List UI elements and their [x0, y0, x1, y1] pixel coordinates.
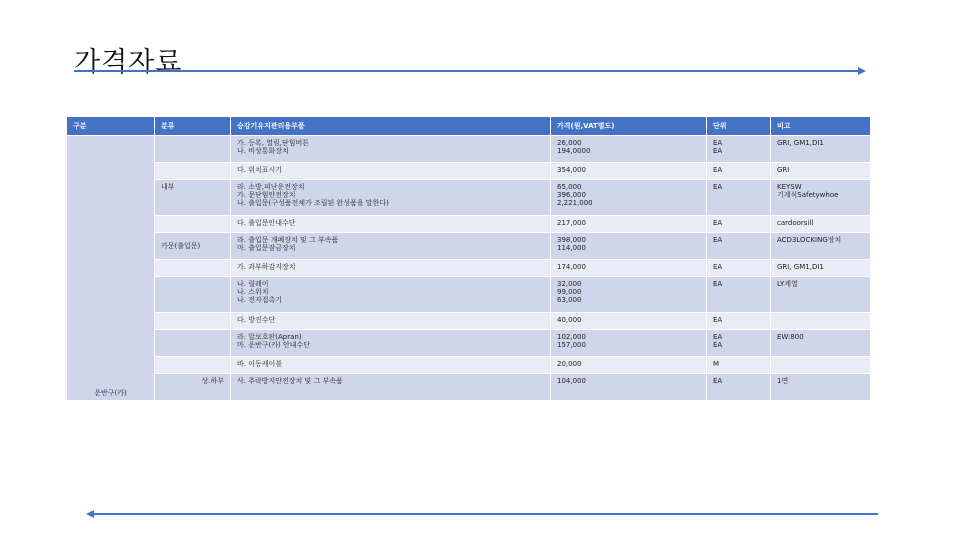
unit-cell	[707, 233, 771, 260]
price-cell-line: 114,000	[557, 244, 586, 252]
group-cell: 운반구(카)	[67, 136, 155, 401]
price-cell-line: 104,000	[557, 377, 586, 385]
table-row	[67, 357, 871, 374]
note-cell	[771, 216, 871, 233]
top-arrow	[74, 66, 866, 76]
note-cell	[771, 136, 871, 163]
price-cell-line: 398,000	[557, 236, 586, 244]
table-row	[67, 374, 871, 401]
category-cell	[155, 313, 231, 330]
note-cell-line: 1면	[777, 377, 789, 385]
unit-cell	[707, 277, 771, 313]
price-cell	[551, 260, 707, 277]
category-cell	[155, 216, 231, 233]
note-cell-line: GRI, GM1,DI1	[777, 139, 824, 147]
table-row	[67, 216, 871, 233]
category-cell	[155, 330, 231, 357]
price-cell-line: 63,000	[557, 296, 582, 304]
parts-cell	[231, 233, 551, 260]
header-category: 분류	[155, 117, 231, 136]
category-cell	[155, 277, 231, 313]
parts-cell-line: 다. 방진수단	[237, 316, 276, 324]
note-cell	[771, 180, 871, 216]
parts-cell-line: 나. 릴레이	[237, 280, 269, 288]
price-cell-line: 102,000	[557, 333, 586, 341]
parts-cell-line: 다. 위치표시기	[237, 166, 283, 174]
parts-cell	[231, 136, 551, 163]
unit-cell	[707, 374, 771, 401]
note-cell-line: 기계식Safetywhoe	[777, 191, 839, 199]
parts-cell-line: 나. 비상통화장치	[237, 147, 289, 155]
bottom-arrow	[86, 509, 878, 519]
table-row	[67, 180, 871, 216]
price-cell	[551, 163, 707, 180]
note-cell-line: cardoorsill	[777, 219, 814, 227]
price-cell-line: 26,000	[557, 139, 582, 147]
category-cell: 카문(출입문)	[155, 233, 231, 260]
unit-cell-line: EA	[713, 263, 723, 271]
price-cell	[551, 277, 707, 313]
price-cell	[551, 357, 707, 374]
parts-cell-line: 가. 문닫힘안전장치	[237, 191, 296, 199]
note-cell	[771, 330, 871, 357]
table-row	[67, 260, 871, 277]
category-cell	[155, 163, 231, 180]
parts-cell	[231, 330, 551, 357]
price-cell-line: 217,000	[557, 219, 586, 227]
note-cell	[771, 163, 871, 180]
category-cell: 내부	[155, 180, 231, 216]
price-cell	[551, 180, 707, 216]
price-cell	[551, 330, 707, 357]
table-row	[67, 163, 871, 180]
parts-cell-line: 마. 운반구(카) 안내수단	[237, 341, 310, 349]
price-cell	[551, 216, 707, 233]
category-cell: 상.하부	[155, 374, 231, 401]
category-cell	[155, 136, 231, 163]
parts-cell-line: 사. 추락방지안전장치 및 그 부속품	[237, 377, 343, 385]
note-cell-line: KEYSW	[777, 183, 802, 191]
unit-cell	[707, 330, 771, 357]
unit-cell-line: EA	[713, 139, 723, 147]
price-cell-line: 157,000	[557, 341, 586, 349]
table-row	[67, 313, 871, 330]
price-cell	[551, 233, 707, 260]
price-cell	[551, 374, 707, 401]
price-cell-line: 99,000	[557, 288, 582, 296]
price-cell-line: 396,000	[557, 191, 586, 199]
note-cell-line: ACD3LOCKING장치	[777, 236, 842, 244]
price-cell-line: 354,000	[557, 166, 586, 174]
price-cell-line: 20,000	[557, 360, 582, 368]
header-price: 가격(원,VAT별도)	[551, 117, 707, 136]
parts-cell-line: 가. 등록, 열림,닫힘버튼	[237, 139, 309, 147]
note-cell-line: GRI, GM1,DI1	[777, 263, 824, 271]
parts-cell-line: 가. 과부하감지장치	[237, 263, 296, 271]
unit-cell-line: EA	[713, 147, 723, 155]
header-note: 비고	[771, 117, 871, 136]
parts-cell-line: 마. 출입문잠금장치	[237, 244, 296, 252]
parts-cell-line: 나. 출입문(구성품전체가 조립된 완성품을 말한다)	[237, 199, 389, 207]
parts-cell	[231, 260, 551, 277]
note-cell	[771, 277, 871, 313]
price-cell	[551, 313, 707, 330]
header-parts: 승강기유지관리용부품	[231, 117, 551, 136]
table-header-row	[67, 117, 871, 136]
unit-cell	[707, 136, 771, 163]
price-cell-line: 194,0000	[557, 147, 591, 155]
parts-cell-line: 바. 이동케이블	[237, 360, 283, 368]
price-cell-line: 32,000	[557, 280, 582, 288]
table-row	[67, 330, 871, 357]
table-row	[67, 136, 871, 163]
parts-cell	[231, 180, 551, 216]
unit-cell	[707, 163, 771, 180]
price-table	[66, 116, 871, 401]
price-cell-line: 174,000	[557, 263, 586, 271]
category-cell	[155, 357, 231, 374]
parts-cell	[231, 313, 551, 330]
category-cell	[155, 260, 231, 277]
unit-cell-line: EA	[713, 236, 723, 244]
unit-cell	[707, 260, 771, 277]
parts-cell	[231, 277, 551, 313]
table-row	[67, 233, 871, 260]
unit-cell-line: EA	[713, 377, 723, 385]
unit-cell-line: M	[713, 360, 720, 368]
note-cell	[771, 233, 871, 260]
unit-cell-line: EA	[713, 341, 723, 349]
unit-cell-line: EA	[713, 280, 723, 288]
parts-cell	[231, 163, 551, 180]
parts-cell-line: 나. 스위치	[237, 288, 269, 296]
parts-cell-line: 다. 출입문안내수단	[237, 219, 296, 227]
unit-cell-line: EA	[713, 166, 723, 174]
parts-cell	[231, 357, 551, 374]
slide-title: 가격자료	[74, 47, 183, 78]
unit-cell	[707, 180, 771, 216]
price-cell-line: 40,000	[557, 316, 582, 324]
parts-cell-line: 라. 출입문 개폐장치 및 그 부속품	[237, 236, 339, 244]
price-cell-line: 65,000	[557, 183, 582, 191]
note-cell	[771, 374, 871, 401]
note-cell-line: LY계열	[777, 280, 798, 288]
header-unit: 단위	[707, 117, 771, 136]
note-cell-line: EW:800	[777, 333, 804, 341]
parts-cell-line: 라. 알보호판(Apran)	[237, 333, 302, 341]
parts-cell	[231, 216, 551, 233]
parts-cell-line: 라. 소방,피난운전장치	[237, 183, 305, 191]
note-cell	[771, 313, 871, 330]
note-cell-line: GRI	[777, 166, 790, 174]
unit-cell-line: EA	[713, 219, 723, 227]
price-cell-line: 2,221,000	[557, 199, 593, 207]
note-cell	[771, 260, 871, 277]
unit-cell	[707, 357, 771, 374]
price-cell	[551, 136, 707, 163]
unit-cell-line: EA	[713, 183, 723, 191]
unit-cell	[707, 313, 771, 330]
parts-cell	[231, 374, 551, 401]
parts-cell-line: 나. 전자접촉기	[237, 296, 283, 304]
table-row	[67, 277, 871, 313]
header-division: 구분	[67, 117, 155, 136]
note-cell	[771, 357, 871, 374]
unit-cell-line: EA	[713, 316, 723, 324]
unit-cell-line: EA	[713, 333, 723, 341]
unit-cell	[707, 216, 771, 233]
